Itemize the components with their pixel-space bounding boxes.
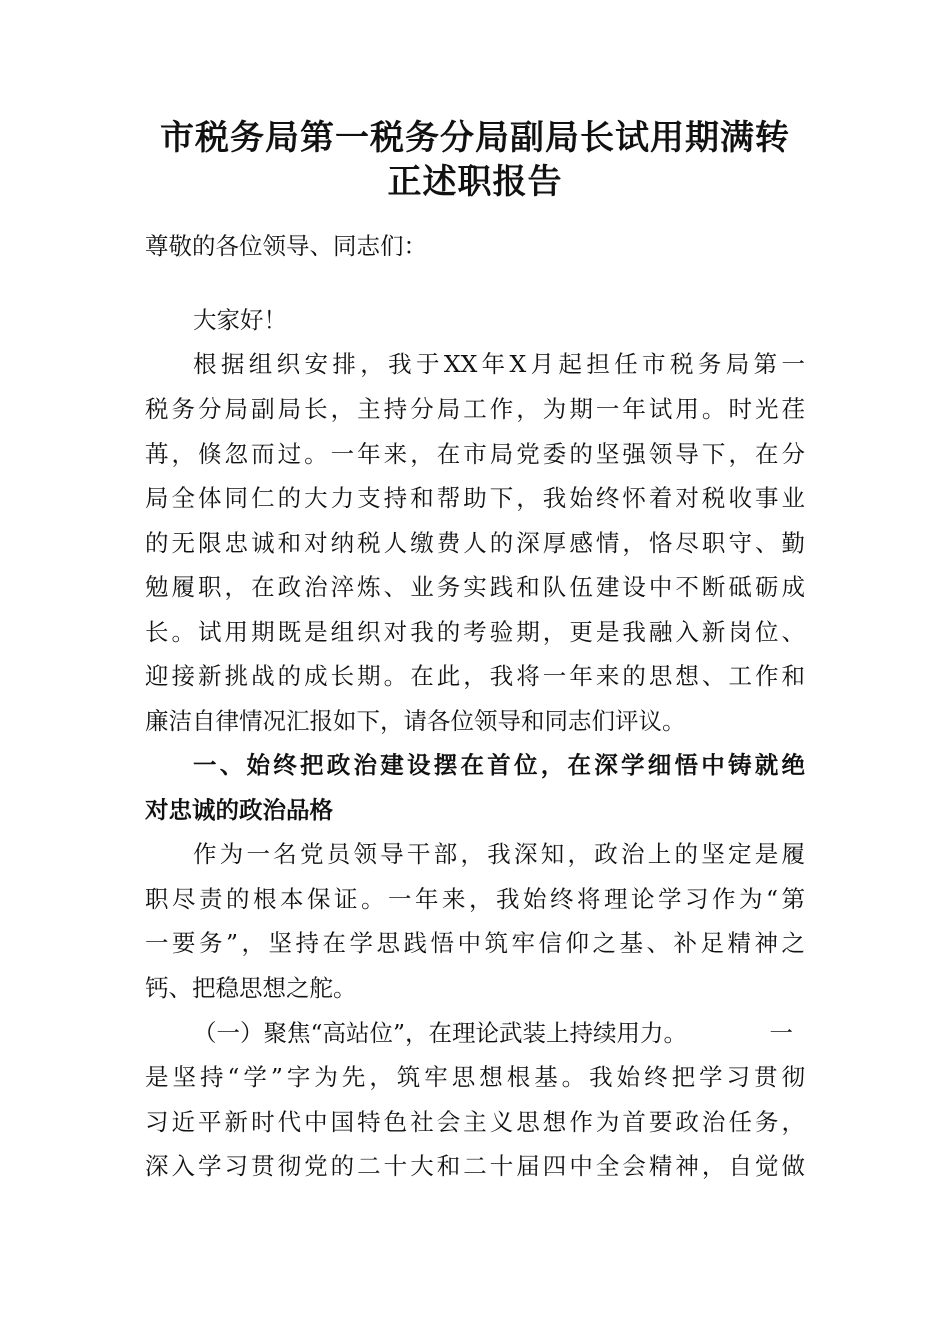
paragraph-line: 苒，倏忽而过。一年来，在市局党委的坚强领导下，在分	[145, 440, 805, 468]
paragraph-line: 深入学习贯彻党的二十大和二十届四中全会精神，自觉做	[145, 1152, 805, 1180]
paragraph-line: 廉洁自律情况汇报如下，请各位领导和同志们评议。	[145, 707, 686, 735]
paragraph-line: 是坚持“学”字为先，筑牢思想根基。我始终把学习贯彻	[145, 1063, 805, 1091]
paragraph-line: 的无限忠诚和对纳税人缴费人的深厚感情，恪尽职守、勤	[145, 529, 805, 557]
paragraph-line: 长。试用期既是组织对我的考验期，更是我融入新岗位、	[145, 618, 805, 646]
paragraph-line: 习近平新时代中国特色社会主义思想作为首要政治任务，	[145, 1108, 805, 1136]
paragraph-line: 职尽责的根本保证。一年来，我始终将理论学习作为“第	[145, 885, 805, 913]
subsection-line	[193, 1010, 793, 1056]
paragraph-line: 迎接新挑战的成长期。在此，我将一年来的思想、工作和	[145, 662, 805, 690]
paragraph-text: 一	[769, 1019, 793, 1047]
salutation: 尊敬的各位领导、同志们：	[145, 232, 427, 260]
document-title-line-1: 市税务局第一税务分局副局长试用期满转	[160, 118, 790, 158]
subsection-heading: （一）聚焦“高站位”，在理论武装上持续用力。	[193, 1019, 688, 1047]
paragraph-line: 钙、把稳思想之舵。	[145, 974, 357, 1002]
paragraph-line: 税务分局副局长，主持分局工作，为期一年试用。时光荏	[145, 395, 805, 423]
section-heading-line: 对忠诚的政治品格	[145, 796, 333, 824]
paragraph-line: 一要务”，坚持在学思践悟中筑牢信仰之基、补足精神之	[145, 929, 805, 957]
paragraph-line: 勉履职，在政治淬炼、业务实践和队伍建设中不断砥砺成	[145, 573, 805, 601]
paragraph-line: 根据组织安排，我于XX年X月起担任市税务局第一	[193, 350, 805, 378]
section-heading-line: 一、始终把政治建设摆在首位，在深学细悟中铸就绝	[193, 751, 805, 779]
paragraph-line: 作为一名党员领导干部，我深知，政治上的坚定是履	[193, 840, 805, 868]
document-title-line-2: 正述职报告	[387, 162, 563, 202]
greeting: 大家好！	[193, 306, 287, 334]
paragraph-line: 局全体同仁的大力支持和帮助下，我始终怀着对税收事业	[145, 484, 805, 512]
